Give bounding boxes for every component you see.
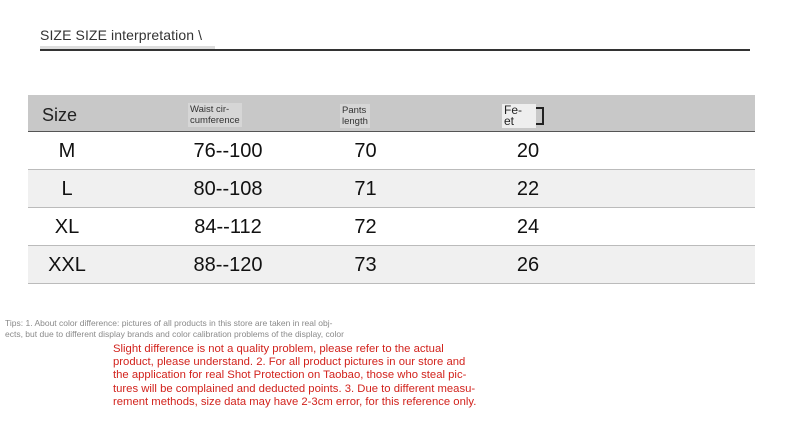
cell-waist: 88--120 bbox=[193, 254, 263, 276]
notice-text: Slight difference is not a quality problem, please refer to the actual product, please understand. 2. For all product pictures in our store and the application for real Shot Protection on Taobao, those who steal pic- tures will be complained and deducted points. 3. Due to different measu- rement methods, size data may have 2-3cm error, for this reference only. bbox=[113, 343, 477, 408]
cell-feet: 24 bbox=[516, 216, 540, 238]
cell-waist: 84--112 bbox=[194, 216, 262, 238]
cell-size: XXL bbox=[48, 254, 86, 276]
table-row bbox=[28, 208, 755, 246]
tips-text: Tips: 1. About color difference: pictures of all products in this store are taken in real obj- ects, but due to different display brands and color calibration problems of the display, color bbox=[5, 318, 344, 339]
cell-waist: 76--100 bbox=[193, 140, 263, 162]
cell-pants-length: 72 bbox=[354, 216, 377, 238]
cell-size: XL bbox=[54, 216, 80, 238]
column-header-pants-length: Pants length bbox=[342, 105, 368, 127]
table-row bbox=[28, 170, 755, 208]
column-header-size: Size bbox=[42, 105, 78, 125]
cell-size: L bbox=[61, 178, 73, 200]
cell-size: M bbox=[58, 140, 76, 162]
page-title: SIZE SIZE interpretation \ bbox=[40, 27, 203, 43]
cell-feet: 22 bbox=[516, 178, 540, 200]
bracket-icon bbox=[536, 107, 544, 125]
column-header-feet: Fe- et bbox=[502, 104, 536, 128]
cell-waist: 80--108 bbox=[193, 178, 263, 200]
cell-feet: 20 bbox=[516, 140, 540, 162]
title-divider bbox=[40, 49, 750, 51]
column-header-waist: Waist cir- cumference bbox=[190, 104, 240, 126]
table-row bbox=[28, 246, 755, 284]
size-table bbox=[28, 95, 755, 284]
cell-pants-length: 73 bbox=[354, 254, 377, 276]
cell-pants-length: 70 bbox=[354, 140, 377, 162]
table-header bbox=[28, 95, 755, 132]
cell-feet: 26 bbox=[516, 254, 540, 276]
cell-pants-length: 71 bbox=[354, 178, 377, 200]
table-row bbox=[28, 132, 755, 170]
